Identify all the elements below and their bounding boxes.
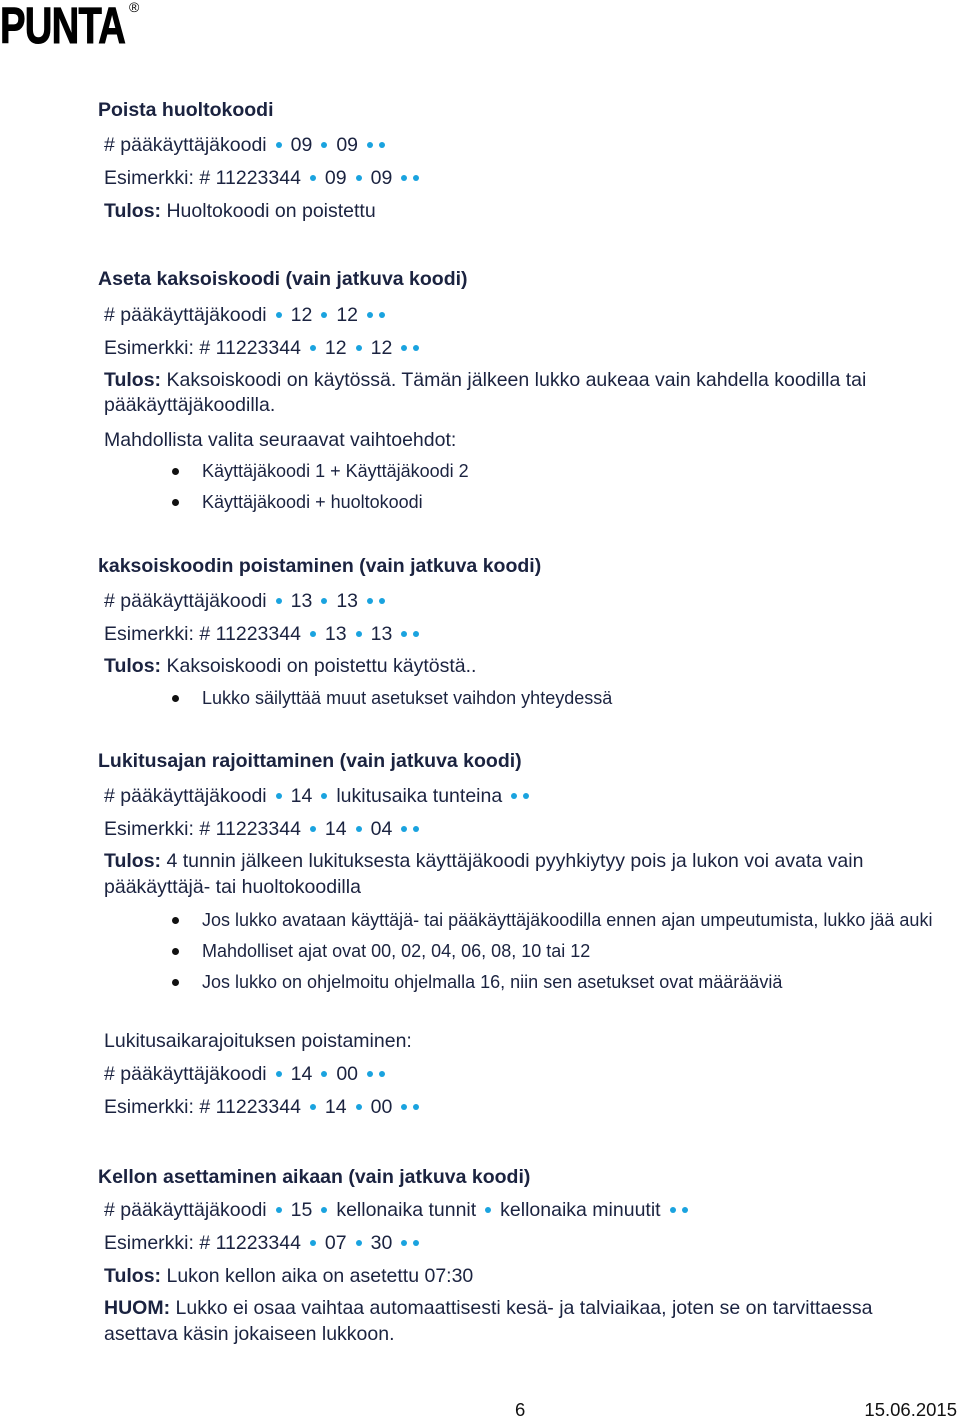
- separator-dot: [356, 1104, 362, 1110]
- bullet-text: Jos lukko avataan käyttäjä- tai pääkäyttäjäkoodilla ennen ajan umpeutumista, lukko jää auki: [202, 910, 933, 930]
- result-label: Tulos:: [104, 1265, 162, 1287]
- bullet-marker: [172, 468, 179, 475]
- command-token: 14: [290, 1063, 313, 1085]
- example-token: Esimerkki: # 11223344: [104, 1096, 301, 1118]
- end-dot: [401, 631, 407, 637]
- end-dot: [670, 1207, 676, 1213]
- command-token: 12: [290, 304, 313, 326]
- bullet-item: [172, 459, 469, 483]
- command-line: [104, 1198, 688, 1222]
- command-token: # pääkäyttäjäkoodi: [104, 304, 267, 326]
- separator-dot: [276, 793, 282, 799]
- result-label: Tulos:: [104, 200, 162, 222]
- result-line: [104, 199, 376, 223]
- example-line: [104, 1095, 419, 1119]
- end-dot: [523, 793, 529, 799]
- example-line: [104, 622, 419, 646]
- section-heading: Poista huoltokoodi: [98, 99, 274, 121]
- note-line: [104, 1296, 872, 1320]
- command-token: kellonaika minuutit: [500, 1199, 661, 1221]
- bullet-marker: [172, 917, 179, 924]
- command-token: 12: [336, 304, 359, 326]
- example-token: 13: [324, 623, 347, 645]
- subsection-heading: Lukitusaikarajoituksen poistaminen:: [104, 1030, 412, 1052]
- command-token: lukitusaika tunteina: [336, 785, 503, 807]
- end-dot: [682, 1207, 688, 1213]
- bullet-marker: [172, 499, 179, 506]
- command-token: 13: [290, 590, 313, 612]
- bullet-text: Mahdolliset ajat ovat 00, 02, 04, 06, 08, 10 tai 12: [202, 941, 591, 961]
- end-dot: [413, 175, 419, 181]
- command-token: 14: [290, 785, 313, 807]
- separator-dot: [321, 793, 327, 799]
- note-text-continued: asettava käsin jokaiseen lukkoon.: [104, 1323, 395, 1345]
- bullet-marker: [172, 948, 179, 955]
- example-token: Esimerkki: # 11223344: [104, 337, 301, 359]
- result-line: [104, 1264, 473, 1288]
- example-token: 04: [370, 818, 393, 840]
- end-dot: [401, 826, 407, 832]
- separator-dot: [310, 345, 316, 351]
- section-heading: Aseta kaksoiskoodi (vain jatkuva koodi): [98, 268, 468, 290]
- result-label: Tulos:: [104, 655, 162, 677]
- command-token: # pääkäyttäjäkoodi: [104, 590, 267, 612]
- separator-dot: [356, 826, 362, 832]
- result-text-continued: pääkäyttäjä- tai huoltokoodilla: [104, 876, 361, 898]
- example-token: 14: [324, 1096, 347, 1118]
- end-dot: [379, 312, 385, 318]
- bullet-item: [172, 490, 423, 514]
- bullet-marker: [172, 695, 179, 702]
- result-label: Tulos:: [104, 850, 162, 872]
- end-dot: [379, 142, 385, 148]
- end-dot: [379, 598, 385, 604]
- result-text: Kaksoiskoodi on poistettu käytöstä..: [166, 655, 477, 677]
- result-text: Huoltokoodi on poistettu: [166, 200, 376, 222]
- end-dot: [413, 826, 419, 832]
- result-text-continued: pääkäyttäjäkoodilla.: [104, 394, 276, 416]
- separator-dot: [276, 1207, 282, 1213]
- page-number: 6: [515, 1399, 526, 1420]
- separator-dot: [310, 826, 316, 832]
- command-line: [104, 133, 385, 157]
- note-label: HUOM:: [104, 1297, 171, 1319]
- end-dot: [367, 598, 373, 604]
- separator-dot: [356, 175, 362, 181]
- logo-wordmark: PUNTA: [0, 0, 126, 54]
- separator-dot: [321, 1071, 327, 1077]
- section-heading: kaksoiskoodin poistaminen (vain jatkuva koodi): [98, 555, 542, 577]
- separator-dot: [276, 1071, 282, 1077]
- bullet-text: Käyttäjäkoodi 1 + Käyttäjäkoodi 2: [202, 461, 469, 481]
- command-line: [104, 784, 529, 808]
- example-line: [104, 817, 419, 841]
- section-heading: Kellon asettaminen aikaan (vain jatkuva koodi): [98, 1166, 531, 1188]
- separator-dot: [276, 142, 282, 148]
- registered-mark: ®: [129, 0, 140, 15]
- separator-dot: [356, 631, 362, 637]
- example-token: 09: [370, 167, 393, 189]
- result-line: [104, 368, 866, 392]
- example-token: Esimerkki: # 11223344: [104, 818, 301, 840]
- options-intro: Mahdollista valita seuraavat vaihtoehdot:: [104, 429, 457, 451]
- example-token: Esimerkki: # 11223344: [104, 167, 301, 189]
- end-dot: [379, 1071, 385, 1077]
- end-dot: [413, 1104, 419, 1110]
- bullet-item: [172, 908, 932, 932]
- end-dot: [401, 1104, 407, 1110]
- end-dot: [367, 312, 373, 318]
- end-dot: [511, 793, 517, 799]
- result-line: [104, 849, 863, 873]
- bullet-item: [172, 686, 612, 710]
- example-line: [104, 336, 419, 360]
- punta-logo: [0, 0, 150, 54]
- separator-dot: [321, 598, 327, 604]
- end-dot: [413, 1240, 419, 1246]
- end-dot: [367, 142, 373, 148]
- command-token: # pääkäyttäjäkoodi: [104, 134, 267, 156]
- bullet-text: Lukko säilyttää muut asetukset vaihdon yhteydessä: [202, 688, 613, 708]
- example-token: 13: [370, 623, 393, 645]
- separator-dot: [356, 345, 362, 351]
- footer-date: 15.06.2015: [864, 1399, 957, 1420]
- result-text: 4 tunnin jälkeen lukituksesta käyttäjäkoodi pyyhkiytyy pois ja lukon voi avata vain: [166, 850, 864, 872]
- end-dot: [367, 1071, 373, 1077]
- result-label: Tulos:: [104, 369, 162, 391]
- result-text: Lukon kellon aika on asetettu 07:30: [166, 1265, 474, 1287]
- example-line: [104, 1231, 419, 1255]
- example-token: 12: [324, 337, 347, 359]
- example-token: 00: [370, 1096, 393, 1118]
- example-token: 14: [324, 818, 347, 840]
- bullet-item: [172, 970, 782, 994]
- bullet-text: Jos lukko on ohjelmoitu ohjelmalla 16, niin sen asetukset ovat määrääviä: [202, 972, 783, 992]
- example-token: 09: [324, 167, 347, 189]
- separator-dot: [310, 175, 316, 181]
- command-token: # pääkäyttäjäkoodi: [104, 785, 267, 807]
- end-dot: [401, 345, 407, 351]
- separator-dot: [310, 1240, 316, 1246]
- example-token: 30: [370, 1232, 393, 1254]
- separator-dot: [356, 1240, 362, 1246]
- end-dot: [413, 345, 419, 351]
- separator-dot: [321, 1207, 327, 1213]
- separator-dot: [485, 1207, 491, 1213]
- separator-dot: [321, 142, 327, 148]
- example-token: 12: [370, 337, 393, 359]
- example-line: [104, 166, 419, 190]
- separator-dot: [276, 312, 282, 318]
- command-line: [104, 1062, 385, 1086]
- result-line: [104, 654, 476, 678]
- command-token: kellonaika tunnit: [336, 1199, 477, 1221]
- result-text: Kaksoiskoodi on käytössä. Tämän jälkeen lukko aukeaa vain kahdella koodilla tai: [166, 369, 867, 391]
- command-token: 09: [290, 134, 313, 156]
- example-token: 07: [324, 1232, 347, 1254]
- command-token: 15: [290, 1199, 313, 1221]
- separator-dot: [276, 598, 282, 604]
- command-token: 13: [336, 590, 359, 612]
- separator-dot: [321, 312, 327, 318]
- end-dot: [401, 1240, 407, 1246]
- section-heading: Lukitusajan rajoittaminen (vain jatkuva koodi): [98, 750, 522, 772]
- bullet-marker: [172, 979, 179, 986]
- bullet-text: Käyttäjäkoodi + huoltokoodi: [202, 492, 423, 512]
- separator-dot: [310, 631, 316, 637]
- end-dot: [413, 631, 419, 637]
- command-token: # pääkäyttäjäkoodi: [104, 1199, 267, 1221]
- command-token: 09: [336, 134, 359, 156]
- example-token: Esimerkki: # 11223344: [104, 1232, 301, 1254]
- note-text: Lukko ei osaa vaihtaa automaattisesti kesä- ja talviaikaa, joten se on tarvittaessa: [175, 1297, 873, 1319]
- command-token: # pääkäyttäjäkoodi: [104, 1063, 267, 1085]
- example-token: Esimerkki: # 11223344: [104, 623, 301, 645]
- command-token: 00: [336, 1063, 359, 1085]
- bullet-item: [172, 939, 590, 963]
- separator-dot: [310, 1104, 316, 1110]
- end-dot: [401, 175, 407, 181]
- command-line: [104, 303, 385, 327]
- command-line: [104, 589, 385, 613]
